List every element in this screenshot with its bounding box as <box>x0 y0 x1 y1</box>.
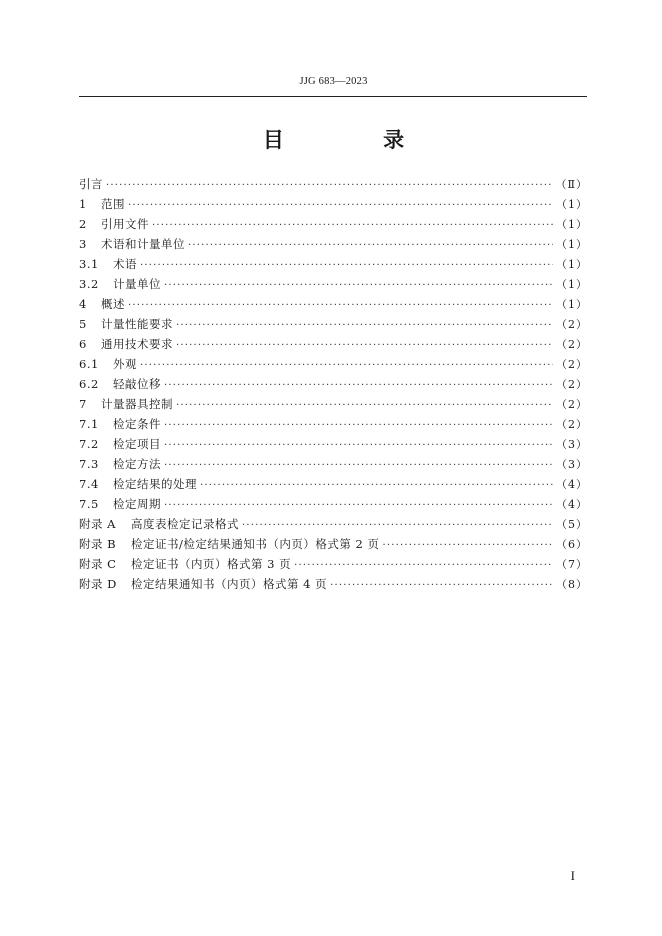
toc-entry-label: 7.1 检定条件 <box>79 414 161 434</box>
toc-entry-label: 1 范围 <box>79 194 125 214</box>
toc-entry-verification-methods[interactable] <box>79 454 588 474</box>
toc-entry-number: 附录 B <box>79 537 117 551</box>
document-header: JJG 683—2023 <box>299 76 368 87</box>
toc-entry-page: （2） <box>556 338 588 351</box>
toc-entry-label: 附录 B 检定证书/检定结果通知书（内页）格式第 2 页 <box>79 534 380 554</box>
toc-entry-page: （5） <box>556 518 588 531</box>
toc-entry-appendix-d[interactable] <box>79 574 588 594</box>
toc-entry-appendix-a[interactable] <box>79 514 588 534</box>
dot-leader <box>164 416 553 436</box>
toc-entry-page: （1） <box>556 278 588 291</box>
toc-entry-label: 2 引用文件 <box>79 214 149 234</box>
toc-entry-verification-conditions[interactable] <box>79 414 588 434</box>
toc-entry-tap-displacement[interactable] <box>79 374 588 394</box>
toc-entry-label: 引言 <box>79 177 103 191</box>
toc-entry-number: 7.2 <box>79 437 99 451</box>
toc-entry-scope[interactable] <box>79 194 588 214</box>
toc-entry-overview[interactable] <box>79 294 588 314</box>
dot-leader <box>294 556 553 576</box>
toc-entry-result-handling[interactable] <box>79 474 588 494</box>
toc-entry-page: （1） <box>556 258 588 271</box>
toc-entry-appendix-b[interactable] <box>79 534 588 554</box>
dot-leader <box>152 216 553 236</box>
dot-leader <box>164 456 553 476</box>
toc-entry-label: 3 术语和计量单位 <box>79 234 185 254</box>
toc-entry-number: 4 <box>79 297 87 311</box>
dot-leader <box>330 576 553 596</box>
toc-entry-page: （1） <box>556 198 588 211</box>
toc-entry-page: （3） <box>556 458 588 471</box>
toc-entry-label: 附录 C 检定证书（内页）格式第 3 页 <box>79 554 291 574</box>
toc-entry-number: 附录 A <box>79 517 116 531</box>
toc-entry-page: （1） <box>556 238 588 251</box>
toc-entry-instrument-control[interactable] <box>79 394 588 414</box>
toc-entry-number: 3.1 <box>79 257 99 271</box>
toc-entry-page: （Ⅱ） <box>555 178 588 191</box>
dot-leader <box>176 316 553 336</box>
dot-leader <box>242 516 553 536</box>
toc-entry-label: 7.4 检定结果的处理 <box>79 474 197 494</box>
toc-entry-references[interactable] <box>79 214 588 234</box>
toc-entry-units[interactable] <box>79 274 588 294</box>
toc-entry-page: （3） <box>556 438 588 451</box>
dot-leader <box>164 496 553 516</box>
toc-entry-label: 3.2 计量单位 <box>79 274 161 294</box>
toc-entry-number: 7.1 <box>79 417 99 431</box>
toc-entry-number: 3.2 <box>79 277 99 291</box>
toc-entry-number: 5 <box>79 317 87 331</box>
dot-leader <box>176 396 553 416</box>
dot-leader <box>164 436 553 456</box>
toc-entry-label: 3.1 术语 <box>79 254 137 274</box>
toc-entry-label: 6.1 外观 <box>79 354 137 374</box>
toc-entry-page: （2） <box>556 318 588 331</box>
toc-entry-number: 7.5 <box>79 497 99 511</box>
toc-entry-metrological-requirements[interactable] <box>79 314 588 334</box>
toc-entry-label: 附录 A 高度表检定记录格式 <box>79 514 239 534</box>
dot-leader <box>188 236 553 256</box>
page-title: 目 录 <box>262 128 451 152</box>
toc-entry-verification-period[interactable] <box>79 494 588 514</box>
toc-entry-number: 2 <box>79 217 87 231</box>
dot-leader <box>128 196 553 216</box>
toc-entry-number: 1 <box>79 197 87 211</box>
toc-entry-label: 5 计量性能要求 <box>79 314 173 334</box>
toc-entry-page: （2） <box>556 418 588 431</box>
toc-entry-page: （7） <box>556 558 588 571</box>
toc-entry-terms-units[interactable] <box>79 234 588 254</box>
dot-leader <box>140 256 553 276</box>
toc-entry-verification-items[interactable] <box>79 434 588 454</box>
toc-entry-number: 附录 C <box>79 557 117 571</box>
toc-entry-number: 3 <box>79 237 87 251</box>
toc-entry-label: 6.2 轻敲位移 <box>79 374 161 394</box>
toc-entry-number: 6 <box>79 337 87 351</box>
toc-entry-introduction[interactable] <box>79 174 588 194</box>
table-of-contents <box>79 174 588 594</box>
dot-leader <box>164 276 553 296</box>
toc-entry-number: 附录 D <box>79 577 117 591</box>
toc-entry-page: （6） <box>556 538 588 551</box>
toc-entry-page: （2） <box>556 378 588 391</box>
toc-entry-number: 7.4 <box>79 477 99 491</box>
toc-entry-page: （8） <box>556 578 588 591</box>
toc-entry-appearance[interactable] <box>79 354 588 374</box>
dot-leader <box>140 356 553 376</box>
dot-leader <box>383 536 554 556</box>
toc-entry-page: （2） <box>556 358 588 371</box>
toc-entry-page: （1） <box>556 218 588 231</box>
toc-entry-label: 6 通用技术要求 <box>79 334 173 354</box>
toc-entry-label: 7.2 检定项目 <box>79 434 161 454</box>
dot-leader <box>128 296 553 316</box>
toc-entry-number: 7 <box>79 397 87 411</box>
toc-entry-number: 6.1 <box>79 357 99 371</box>
toc-entry-label: 7 计量器具控制 <box>79 394 173 414</box>
toc-entry-label: 附录 D 检定结果通知书（内页）格式第 4 页 <box>79 574 327 594</box>
dot-leader <box>106 176 553 196</box>
header-divider <box>79 96 587 97</box>
toc-entry-number: 7.3 <box>79 457 99 471</box>
toc-entry-appendix-c[interactable] <box>79 554 588 574</box>
toc-entry-terms[interactable] <box>79 254 588 274</box>
toc-entry-page: （1） <box>556 298 588 311</box>
dot-leader <box>164 376 553 396</box>
dot-leader <box>200 476 553 496</box>
toc-entry-number: 6.2 <box>79 377 99 391</box>
toc-entry-page: （4） <box>556 478 588 491</box>
toc-entry-label: 4 概述 <box>79 294 125 314</box>
dot-leader <box>176 336 553 356</box>
toc-entry-general-technical[interactable] <box>79 334 588 354</box>
page-number: I <box>570 868 575 883</box>
toc-entry-label: 7.5 检定周期 <box>79 494 161 514</box>
toc-entry-page: （2） <box>556 398 588 411</box>
toc-entry-page: （4） <box>556 498 588 511</box>
toc-entry-label: 7.3 检定方法 <box>79 454 161 474</box>
